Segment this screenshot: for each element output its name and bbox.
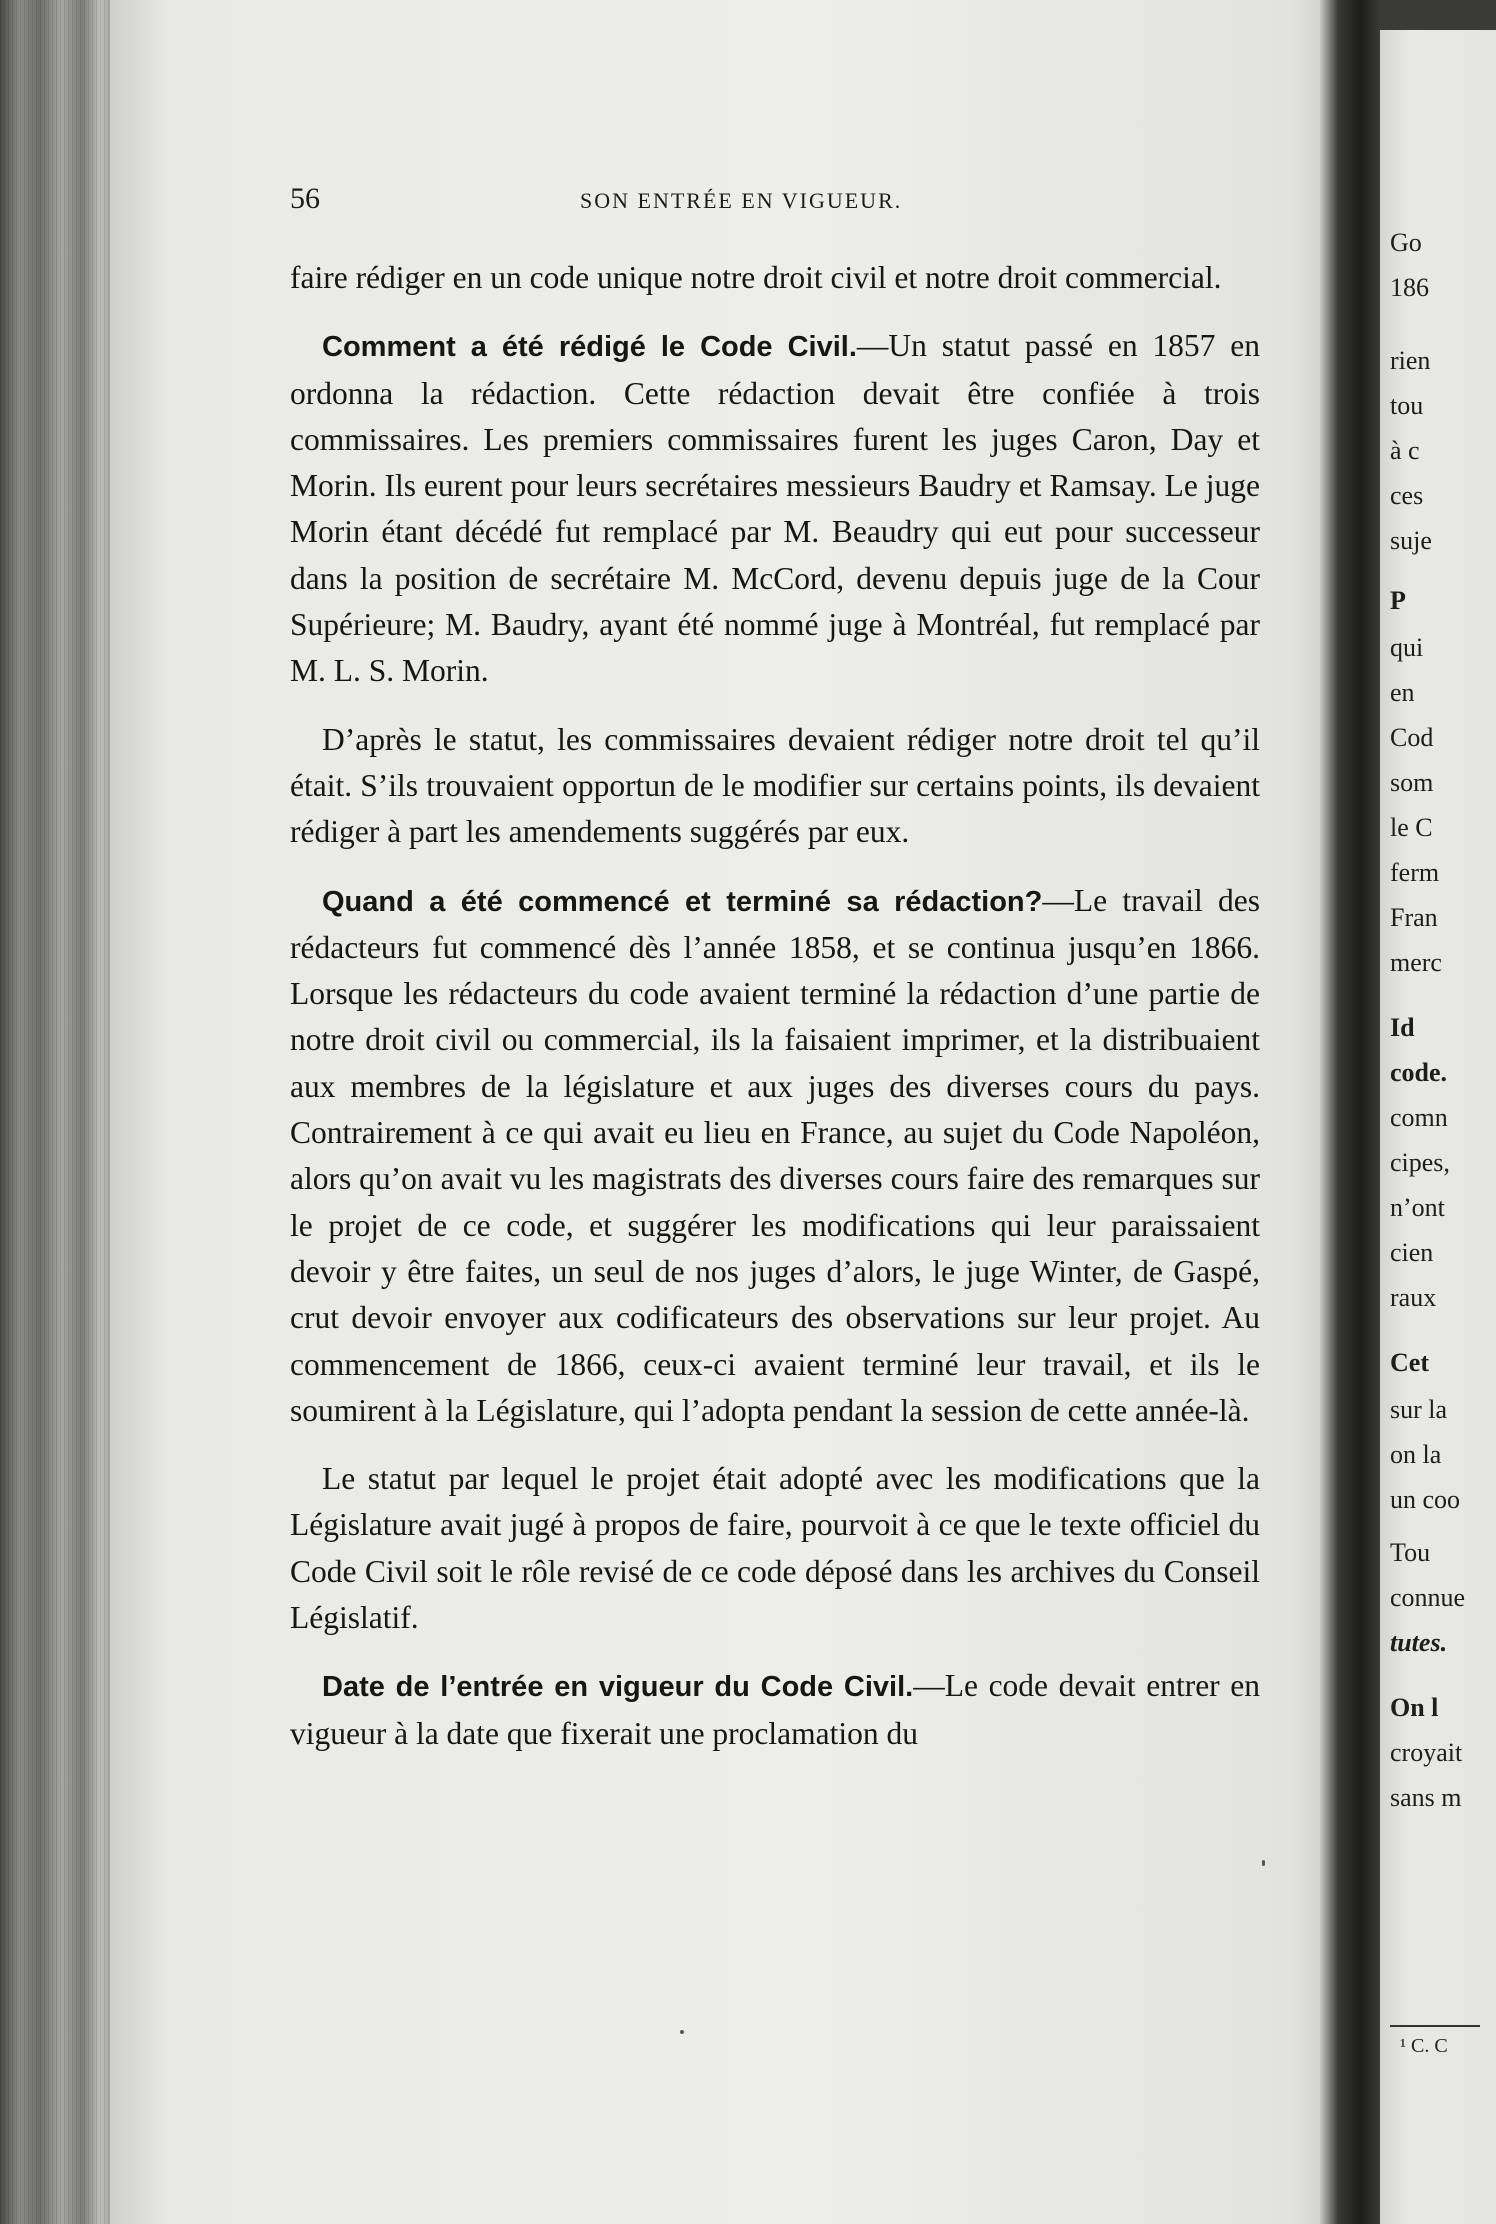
right-line: 186 [1390,273,1429,302]
right-line: en [1390,678,1415,707]
right-line: croyait [1390,1738,1463,1767]
paper-speck [680,2030,684,2034]
right-line: tou [1390,391,1424,420]
paragraph [290,1456,1260,1641]
right-line: Id [1390,1013,1415,1042]
right-line: code. [1390,1058,1448,1087]
right-line: Fran [1390,903,1438,932]
right-line: Go [1390,228,1422,257]
section-heading: Quand a été commencé et terminé sa rédaction? [322,885,1043,918]
right-line: cipes, [1390,1148,1450,1177]
right-line: connue [1390,1583,1466,1612]
paper-speck [1262,1860,1265,1866]
right-line: Cet [1390,1348,1429,1377]
right-line: On l [1390,1693,1439,1722]
section-heading: Comment a été rédigé le Code Civil. [322,331,857,364]
right-line: un coo [1390,1485,1461,1514]
section-heading: Date de l’entrée en vigueur du Code Civil. [322,1671,914,1704]
paragraph-text: D’après le statut, les commissaires devaient rédiger notre droit tel qu’il était. S’ils trouvaient opportun de le modifier sur certains points, ils devaient rédiger à part les amendements suggérés par eux. [290,721,1260,850]
right-line: Cod [1390,723,1434,752]
paragraph-text: —Un statut passé en 1857 en ordonna la rédaction. Cette rédaction devait être confiée à trois commissaires. Les premiers commissaires furent les juges Caron, Day et Morin. Ils eurent pour leurs secrétaires messieurs Baudry et Ramsay. Le juge Morin étant décédé fut remplacé par M. Beaudry qui eut pour successeur dans la position de secrétaire M. McCord, devenu depuis juge de la Cour Supérieure; M. Baudry, ayant été nommé juge à Montréal, fut remplacé par M. L. S. Morin. [290,328,1260,689]
right-line: comn [1390,1103,1448,1132]
right-footnote: ¹ C. C [1400,2035,1448,2057]
paragraph [290,1663,1260,1757]
body-text [290,255,1260,1771]
right-line: sur la [1390,1395,1448,1424]
right-line: Tou [1390,1538,1431,1567]
paragraph-text: —Le travail des rédacteurs fut commencé dès l’année 1858, et se continua jusqu’en 1866. Lorsque les rédacteurs du code avaient terminé la rédaction d’une partie de notre droit civil ou commercial, ils la faisaient imprimer, et la distribuaient aux membres de la législature et aux juges des diverses cours du pays. Contrairement à ce qui avait eu lieu en France, au sujet du Code Napoléon, alors qu’on avait vu les magistrats des diverses cours faire des remarques sur le projet de ce code, et suggérer les modifications qui leur paraissaient devoir y être faites, un seul de nos juges d’alors, le juge Winter, de Gaspé, crut devoir envoyer aux codificateurs des observations sur leur projet. Au commencement de 1866, ceux-ci avaient terminé leur travail, et ils le soumirent à la Législature, qui l’adopta pendant la session de cette année-là. [290,882,1261,1428]
right-line: à c [1390,436,1420,465]
right-page-fragment [1380,30,1496,2224]
right-line: ferm [1390,858,1440,887]
book-gutter [1320,0,1380,2224]
right-line: on la [1390,1440,1442,1469]
paragraph [290,717,1260,856]
paragraph [290,878,1260,1435]
paragraph-text: faire rédiger en un code unique notre droit civil et notre droit commercial. [290,260,1222,295]
paragraph-text: —Le code devait entrer en vigueur à la date que fixerait une proclamation du [290,1668,1261,1751]
running-head: SON ENTRÉE EN VIGUEUR. [580,188,903,213]
right-line: cien [1390,1238,1434,1267]
footnote-rule [1390,2025,1480,2027]
right-line: rien [1390,346,1431,375]
right-line: le C [1390,813,1433,842]
page-number: 56 [290,182,320,215]
right-line: som [1390,768,1434,797]
right-line: P [1390,586,1406,615]
right-line: ces [1390,481,1424,510]
page-header [290,182,1260,222]
right-line: qui [1390,633,1424,662]
paragraph [290,323,1260,694]
right-line: raux [1390,1283,1437,1312]
right-line: sans m [1390,1783,1462,1812]
right-line: tutes. [1390,1628,1448,1657]
paragraph-text: Le statut par lequel le projet était adopté avec les modifications que la Législature avait jugé à propos de faire, pourvoit à ce que le texte officiel du Code Civil soit le rôle revisé de ce code déposé dans les archives du Conseil Législatif. [290,1461,1260,1636]
book-page-edges [0,0,118,2224]
right-line: merc [1390,948,1442,977]
right-line: suje [1390,526,1432,555]
right-line: n’ont [1390,1193,1445,1222]
paragraph [290,255,1260,301]
